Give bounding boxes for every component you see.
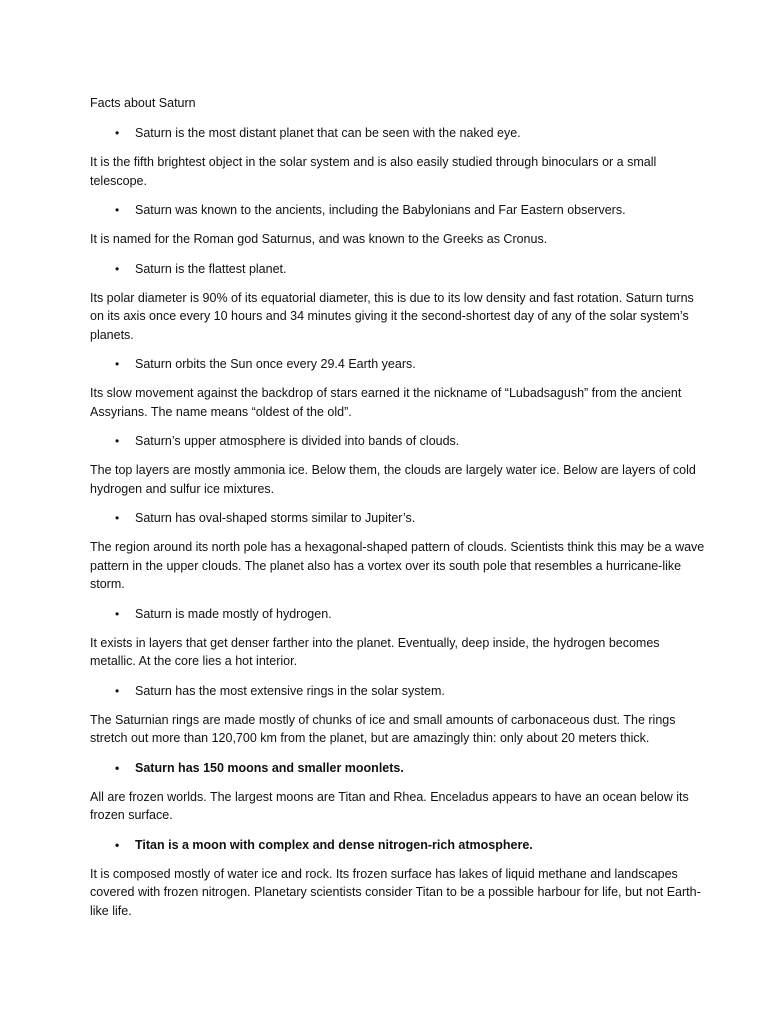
document-title: Facts about Saturn — [90, 96, 196, 110]
fact-bullet-text: Titan is a moon with complex and dense nitrogen-rich atmosphere. — [135, 837, 533, 852]
fact-item — [90, 124, 708, 190]
fact-bullet-text: Saturn’s upper atmosphere is divided into bands of clouds. — [135, 434, 460, 448]
fact-item — [90, 682, 708, 748]
fact-detail-paragraph: It is named for the Roman god Saturnus, and was known to the Greeks as Cronus. — [90, 232, 548, 246]
fact-detail-paragraph: Its polar diameter is 90% of its equatorial diameter, this is due to its low density and fast rotation. Saturn turns on its axis once every 10 hours and 34 minutes giving it the second-shortest day of any of the solar system’s planets. — [90, 290, 694, 342]
bullet-marker: • — [115, 837, 120, 852]
fact-bullet — [90, 355, 708, 373]
fact-detail-paragraph: Its slow movement against the backdrop of stars earned it the nickname of “Lubadsagush” from the ancient Assyrians. The name means “oldest of the old”. — [90, 386, 682, 419]
bullet-marker: • — [115, 606, 120, 621]
fact-bullet-text: Saturn has oval-shaped storms similar to Jupiter’s. — [135, 511, 416, 525]
fact-item — [90, 355, 708, 421]
fact-detail-paragraph: The region around its north pole has a hexagonal-shaped pattern of clouds. Scientists think this may be a wave pattern in the upper clouds. The planet also has a vortex over its south pole that resembles a hurricane-like storm. — [90, 540, 705, 591]
fact-item — [90, 260, 708, 345]
fact-detail-paragraph: It is the fifth brightest object in the solar system and is also easily studied through binoculars or a small telescope. — [90, 155, 657, 188]
bullet-marker: • — [115, 261, 120, 276]
bullet-marker: • — [115, 511, 120, 525]
fact-item — [90, 432, 708, 498]
fact-bullet — [90, 124, 708, 142]
fact-detail-paragraph: It is composed mostly of water ice and rock. Its frozen surface has lakes of liquid methane and landscapes covered with frozen nitrogen. Planetary scientists consider Titan to be a possible harbour for life, but not Earth-like life. — [90, 866, 701, 918]
fact-bullet-text: Saturn is the flattest planet. — [135, 261, 287, 276]
fact-bullet — [90, 759, 708, 777]
bullet-marker: • — [115, 126, 120, 140]
fact-item — [90, 605, 708, 671]
fact-bullet-text: Saturn has 150 moons and smaller moonlets. — [135, 760, 404, 775]
fact-bullet-text: Saturn has the most extensive rings in the solar system. — [135, 683, 445, 698]
fact-item — [90, 201, 708, 249]
fact-bullet — [90, 260, 708, 278]
fact-bullet — [90, 682, 708, 700]
fact-bullet-text: Saturn is made mostly of hydrogen. — [135, 606, 332, 621]
fact-bullet — [90, 432, 708, 450]
bullet-marker: • — [115, 683, 120, 698]
bullet-marker: • — [115, 760, 120, 775]
fact-bullet — [90, 836, 708, 854]
fact-bullet-text: Saturn is the most distant planet that can be seen with the naked eye. — [135, 126, 521, 140]
fact-item — [90, 509, 708, 594]
fact-bullet — [90, 201, 708, 219]
fact-detail-paragraph: The top layers are mostly ammonia ice. Below them, the clouds are largely water ice. Below are layers of cold hydrogen and sulfur ice mixtures. — [90, 463, 696, 496]
fact-detail-paragraph: The Saturnian rings are made mostly of chunks of ice and small amounts of carbonaceous dust. The rings stretch out more than 120,700 km from the planet, but are amazingly thin: only about 20 meters thick. — [90, 712, 676, 745]
fact-detail-paragraph: All are frozen worlds. The largest moons are Titan and Rhea. Enceladus appears to have an ocean below its frozen surface. — [90, 789, 689, 822]
fact-bullet-text: Saturn orbits the Sun once every 29.4 Earth years. — [135, 357, 416, 371]
fact-bullet — [90, 509, 708, 527]
fact-bullet-text: Saturn was known to the ancients, including the Babylonians and Far Eastern observers. — [135, 203, 626, 217]
bullet-marker: • — [115, 357, 120, 371]
facts-list — [90, 124, 708, 920]
fact-item — [90, 836, 708, 921]
fact-detail-paragraph: It exists in layers that get denser farther into the planet. Eventually, deep inside, the hydrogen becomes metallic. At the core lies a hot interior. — [90, 635, 660, 668]
fact-item — [90, 759, 708, 825]
bullet-marker: • — [115, 434, 120, 448]
fact-bullet — [90, 605, 708, 623]
bullet-marker: • — [115, 203, 120, 217]
